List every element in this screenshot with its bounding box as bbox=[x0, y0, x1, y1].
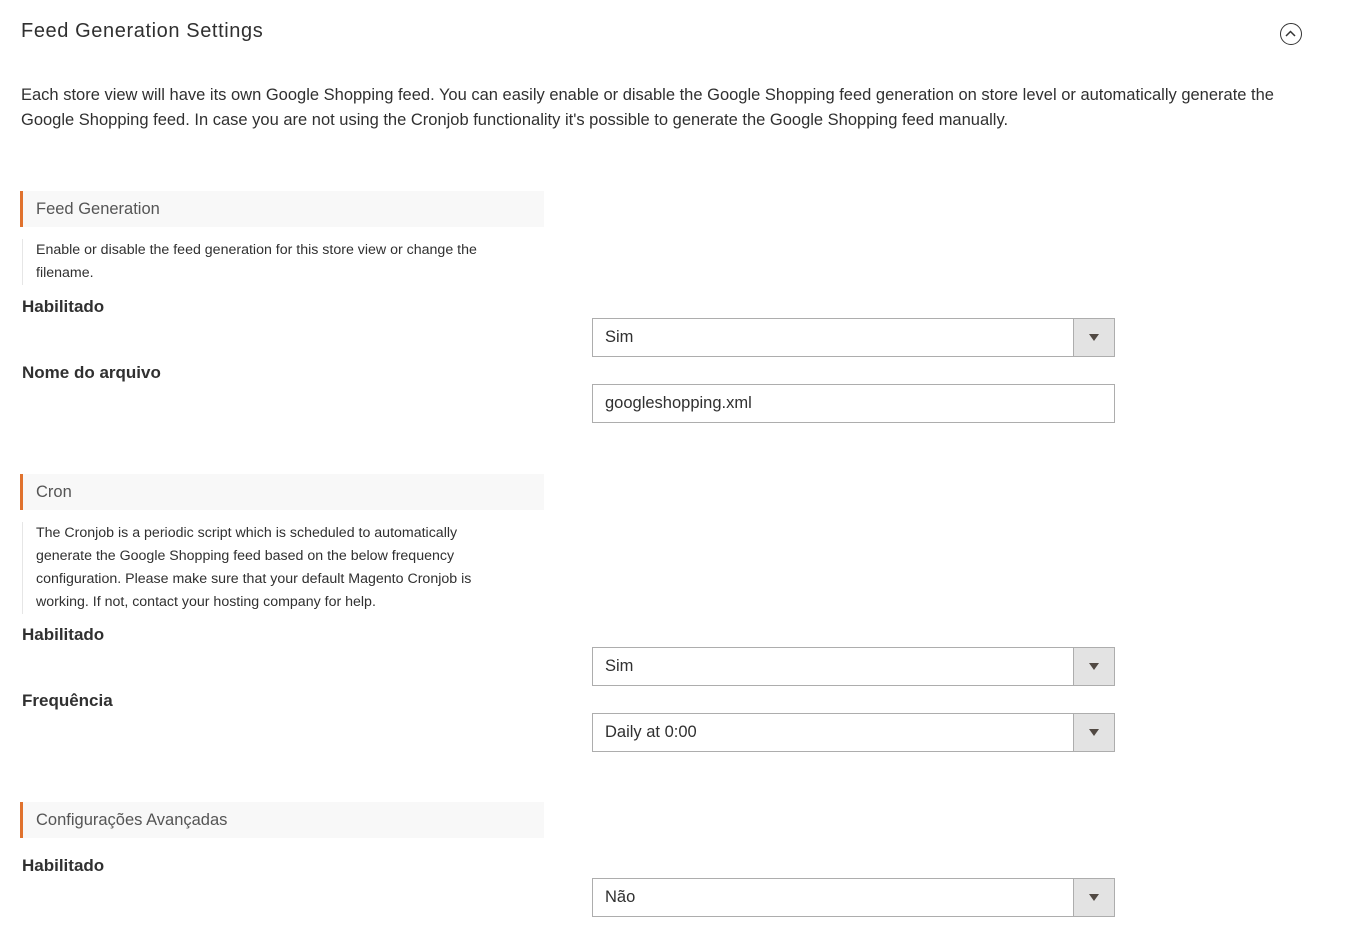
advanced-enabled-select[interactable] bbox=[592, 878, 1115, 917]
group-header-cron[interactable]: Cron bbox=[20, 474, 544, 510]
field-label-cron-enabled: Habilitado bbox=[22, 625, 105, 644]
field-label-frequency: Frequência bbox=[22, 691, 113, 710]
cron-enabled-dropdown-toggle[interactable] bbox=[1073, 648, 1114, 685]
group-header-advanced[interactable]: Configurações Avançadas bbox=[20, 802, 544, 838]
frequency-value: Daily at 0:00 bbox=[605, 723, 697, 741]
caret-down-icon bbox=[1089, 663, 1099, 670]
feed-enabled-select[interactable] bbox=[592, 318, 1115, 357]
chevron-up-circle-icon bbox=[1284, 27, 1297, 40]
group-header-feed-generation[interactable]: Feed Generation bbox=[20, 191, 544, 227]
section-title: Feed Generation Settings bbox=[21, 20, 264, 42]
advanced-enabled-value: Não bbox=[605, 888, 636, 906]
cron-enabled-select[interactable] bbox=[592, 647, 1115, 686]
caret-down-icon bbox=[1089, 334, 1099, 341]
frequency-dropdown-toggle[interactable] bbox=[1073, 714, 1114, 751]
advanced-enabled-dropdown-toggle[interactable] bbox=[1073, 879, 1114, 916]
frequency-select[interactable] bbox=[592, 713, 1115, 752]
group-note-feed-generation: Enable or disable the feed generation for this store view or change the filename. bbox=[22, 239, 536, 285]
feed-enabled-value: Sim bbox=[605, 328, 634, 346]
field-label-filename: Nome do arquivo bbox=[22, 363, 161, 382]
feed-enabled-dropdown-toggle[interactable] bbox=[1073, 319, 1114, 356]
section-intro: Each store view will have its own Google Shopping feed. You can easily enable or disable the Google Shopping feed generation on store level or automatically generate the Google Shopping feed. In case you are not using the Cronjob functionality it's possible to generate the Google Shopping feed manually. bbox=[21, 86, 1274, 129]
collapse-section-button[interactable] bbox=[1280, 23, 1302, 45]
caret-down-icon bbox=[1089, 729, 1099, 736]
filename-input[interactable] bbox=[592, 384, 1115, 423]
group-note-cron: The Cronjob is a periodic script which is scheduled to automatically generate the Google Shopping feed based on the below frequency configuration. Please make sure that your default Magento Cronjob is working. If not, contact your hosting company for help. bbox=[22, 522, 516, 614]
field-label-advanced-enabled: Habilitado bbox=[22, 856, 105, 875]
caret-down-icon bbox=[1089, 894, 1099, 901]
field-label-feed-enabled: Habilitado bbox=[22, 297, 105, 316]
cron-enabled-value: Sim bbox=[605, 657, 634, 675]
